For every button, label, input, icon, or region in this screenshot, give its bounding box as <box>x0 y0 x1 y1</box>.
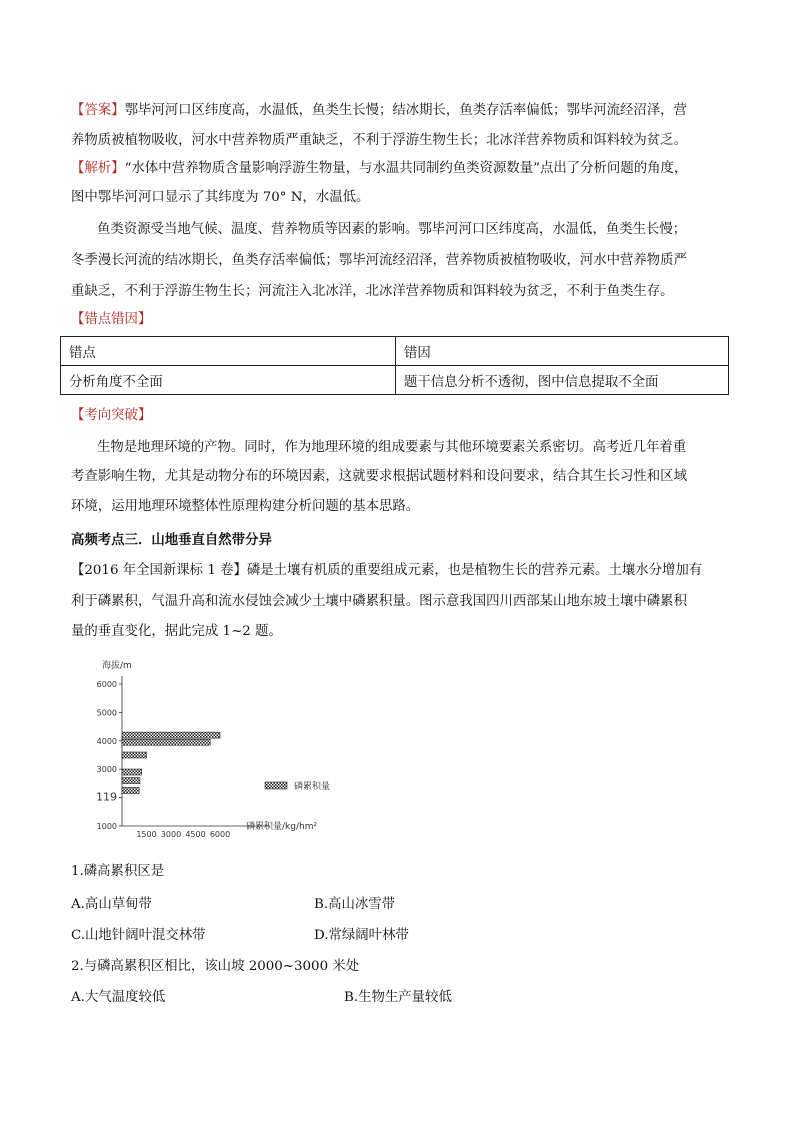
error-header-point: 错点 <box>61 337 396 366</box>
q1-option-a: A.高山草甸带 <box>71 897 152 912</box>
x-tick-label: 4500 <box>185 830 206 838</box>
error-reason-cell: 题干信息分析不透彻，图中信息提取不全面 <box>396 366 729 395</box>
answer-line-2: 养物质被植物吸收，河水中营养物质严重缺乏，不利于浮游生物生长；北冰洋营养物质和饵料较为贫乏。 <box>71 133 687 148</box>
analysis-p2-line-1: 鱼类资源受当地气候、温度、营养物质等因素的影响。鄂毕河河口区纬度高，水温低，鱼类生长慢； <box>97 222 687 237</box>
y-tick-label: 3000 <box>96 765 117 775</box>
x-axis-label: 磷累积量/kg/hm² <box>246 822 318 832</box>
phosphorus-bar <box>122 769 142 775</box>
phosphorus-bar <box>122 739 210 745</box>
q1-option-d: D.常绿阔叶林带 <box>314 928 409 943</box>
error-table-header-row <box>61 337 729 366</box>
analysis-text-1: “水体中营养物质含量影响浮游生物量，与水温共同制约鱼类资源数量”点出了分析问题的角度， <box>124 161 688 176</box>
phosphorus-altitude-chart <box>80 658 360 838</box>
error-section-tag: 【错点错因】 <box>71 312 152 327</box>
answer-tag: 【答案】 <box>71 103 125 118</box>
q2-option-b: B.生物生产量较低 <box>344 990 452 1005</box>
breakthrough-line-2: 考查影响生物，尤其是动物分布的环境因素，这就要求根据试题材料和设问要求，结合其生长习性和区域 <box>71 469 687 484</box>
phosphorus-bar <box>122 778 140 784</box>
section-title: 高频考点三．山地垂直自然带分异 <box>71 532 272 548</box>
error-header-reason: 错因 <box>396 337 729 366</box>
analysis-line-1 <box>71 159 687 179</box>
question-intro-line-2: 利于磷累积，气温升高和流水侵蚀会减少土壤中磷累积量。图示意我国四川西部某山地东坡土壤中磷累积 <box>71 594 687 609</box>
error-table <box>60 336 729 395</box>
question-intro-line-3: 量的垂直变化，据此完成 1~2 题。 <box>71 624 282 639</box>
analysis-p2-line-2: 冬季漫长河流的结冰期长，鱼类存活率偏低；鄂毕河流经沼泽，营养物质被植物吸收，河水中营养物质严 <box>71 253 687 268</box>
breakthrough-tag: 【考向突破】 <box>71 408 152 423</box>
x-tick-label: 6000 <box>209 830 231 838</box>
breakthrough-line-3: 环境，运用地理环境整体性原理构建分析问题的基本思路。 <box>71 499 420 514</box>
analysis-line-2: 图中鄂毕河河口显示了其纬度为 70° N，水温低。 <box>71 190 370 205</box>
y-tick-label: 119 <box>96 790 117 804</box>
q2-option-a: A.大气温度较低 <box>71 990 166 1005</box>
x-tick-label: 1500 <box>136 830 157 838</box>
q1-option-c: C.山地针阔叶混交林带 <box>71 928 206 943</box>
legend-swatch <box>265 782 287 789</box>
phosphorus-bar <box>122 732 220 738</box>
y-tick-label: 1000 <box>96 822 117 831</box>
answer-line-1 <box>71 101 687 121</box>
y-axis-label: 海拔/m <box>102 661 132 671</box>
analysis-p2-line-3: 重缺乏，不利于浮游生物生长；河流注入北冰洋，北冰洋营养物质和饵料较为贫乏，不利于鱼类生存。 <box>71 284 674 299</box>
q2-stem: 2.与磷高累积区相比，该山坡 2000~3000 米处 <box>71 959 360 974</box>
legend-label: 磷累积量 <box>294 782 331 792</box>
answer-text-1: 鄂毕河河口区纬度高，水温低，鱼类生长慢；结冰期长，鱼类存活率偏低；鄂毕河流经沼泽，营 <box>124 103 687 118</box>
y-tick-label: 4000 <box>96 736 117 746</box>
x-tick-label: 3000 <box>160 830 182 838</box>
q1-option-b: B.高山冰雪带 <box>314 897 396 912</box>
breakthrough-line-1: 生物是地理环境的产物。同时，作为地理环境的组成要素与其他环境要素关系密切。高考近几年着重 <box>97 440 687 455</box>
question-intro-line-1: 【2016 年全国新课标 1 卷】磷是土壤有机质的重要组成元素，也是植物生长的营养元素。土壤水分增加有 <box>71 563 703 578</box>
q1-stem: 1.磷高累积区是 <box>71 864 165 879</box>
phosphorus-bar <box>122 788 139 794</box>
phosphorus-bar <box>122 752 147 758</box>
y-tick-label: 5000 <box>96 708 117 718</box>
analysis-tag: 【解析】 <box>71 161 125 176</box>
error-table-row <box>61 366 729 395</box>
error-point-cell: 分析角度不全面 <box>61 366 396 395</box>
y-tick-label: 6000 <box>96 680 117 689</box>
